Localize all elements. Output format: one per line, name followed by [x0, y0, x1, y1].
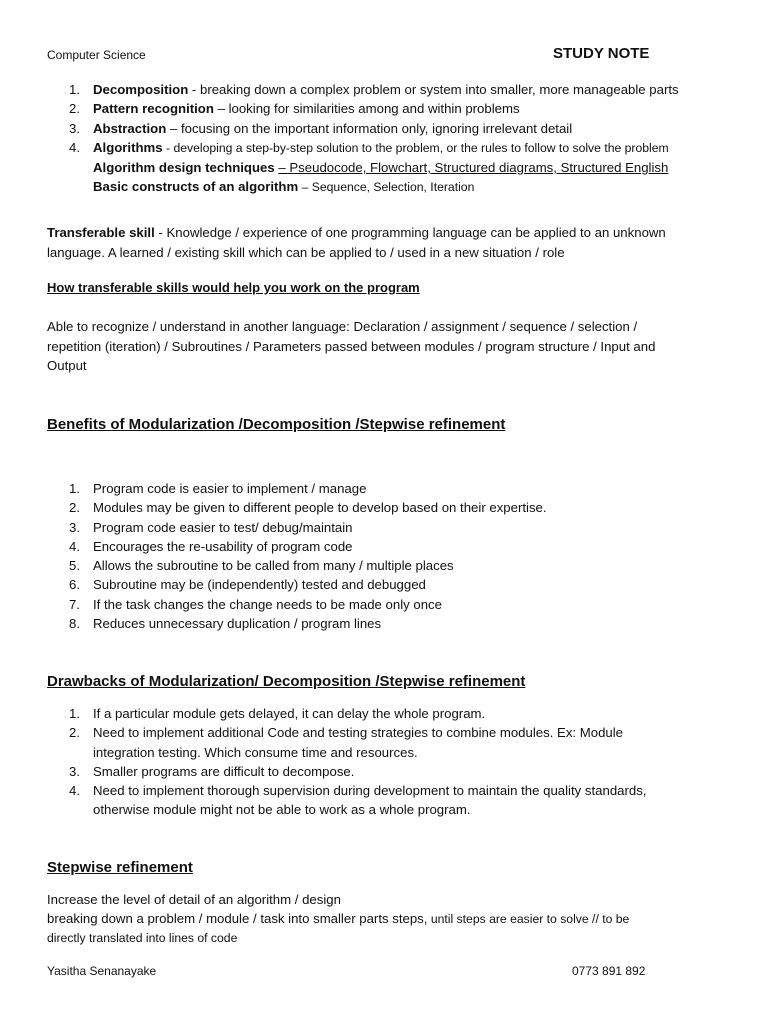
list-item: 3. Program code easier to test/ debug/maintain — [69, 519, 353, 535]
concept-term: Pattern recognition — [93, 101, 214, 117]
list-item: 1. Program code is easier to implement / manage — [69, 481, 367, 496]
concept-term: Algorithms — [93, 139, 163, 155]
subject-label: Computer Science — [47, 48, 146, 62]
list-item: 8. Reduces unnecessary duplication / program lines — [69, 616, 382, 632]
concept-desc: focusing on the important information only, ignoring irrelevant detail — [180, 120, 573, 136]
list-item: 1. If a particular module gets delayed, it can delay the whole program. — [69, 706, 486, 721]
concept-desc: breaking down a complex problem or system into smaller, more manageable parts — [199, 82, 679, 97]
page-title: STUDY NOTE — [553, 45, 650, 62]
list-item: 4. Encourages the re-usability of program code — [69, 538, 353, 554]
list-item: 5. Allows the subroutine to be called from many / multiple places — [69, 558, 454, 574]
list-item: 4. Algorithms - developing a step-by-step solution to the problem, or the rules to follow to solve the problem — [69, 139, 669, 155]
list-item: 3. Abstraction – focusing on the important information only, ignoring irrelevant detail — [69, 120, 573, 136]
list-item: 2. Pattern recognition – looking for similarities among and within problems — [69, 101, 520, 117]
concept-desc: developing a step-by-step solution to the problem, or the rules to follow to solve the problem — [173, 140, 669, 155]
list-item: 3. Smaller programs are difficult to decompose. — [69, 763, 355, 779]
benefits-list — [47, 479, 547, 633]
list-item: 7. If the task changes the change needs to be made only once — [69, 596, 442, 612]
concept-term: Abstraction — [93, 120, 167, 136]
list-item: 6. Subroutine may be (independently) tested and debugged — [69, 577, 426, 593]
drawbacks-heading: Drawbacks of Modularization/ Decomposition /Stepwise refinement — [47, 673, 526, 690]
concept-term: Decomposition — [93, 82, 189, 97]
footer-phone: 0773 891 892 — [572, 964, 646, 978]
concepts-list — [47, 80, 679, 198]
stepwise-heading: Stepwise refinement — [47, 859, 193, 876]
concept-desc: looking for similarities among and within problems — [228, 101, 520, 117]
list-item: 2. Need to implement additional Code and testing strategies to combine modules. Ex: Module — [69, 725, 623, 741]
list-item: 4. Need to implement thorough supervision during development to maintain the quality standards, — [69, 783, 647, 799]
transferable-skill-para: Transferable skill - Knowledge / experience of one programming language can be applied to an unknown language. A learned / existing skill which can be applied to / used in a new situation / role — [47, 225, 666, 260]
algorithm-techniques: Algorithm design techniques – Pseudocode, Flowchart, Structured diagrams, Structured English — [93, 160, 669, 176]
drawbacks-list: 1. If a particular module gets delayed, it can delay the whole program. 2. Need to implement additional Code and testing strategies to combine modules. Ex: Module integration testing. Which consume time and resources. 3. Smaller programs are difficult to decompose. 4. Need to implement thorough supervision during development to maintain the quality standards, otherwise module might not be able to work as a whole program. — [47, 704, 646, 820]
list-item: 2. Modules may be given to different people to develop based on their expertise. — [69, 500, 547, 516]
transferable-label: Transferable skill — [47, 225, 155, 240]
stepwise-para: Increase the level of detail of an algorithm / design breaking down a problem / module / task into smaller parts steps, until steps are easier to solve // to be directly translated into lines of code — [47, 892, 630, 945]
list-item: 1. Decomposition - breaking down a complex problem or system into smaller, more manageable parts — [69, 82, 679, 97]
footer-author: Yasitha Senanayake — [47, 964, 157, 978]
transfer-help-para: Able to recognize / understand in another language: Declaration / assignment / sequence / selection / repetition (iteration) / Subroutines / Parameters passed between modules / program structure / Input and Output — [47, 319, 656, 373]
transfer-help-heading: How transferable skills would help you work on the program — [47, 280, 420, 295]
benefits-heading: Benefits of Modularization /Decomposition /Stepwise refinement — [47, 416, 506, 433]
algorithm-constructs: Basic constructs of an algorithm – Sequence, Selection, Iteration — [93, 179, 475, 195]
